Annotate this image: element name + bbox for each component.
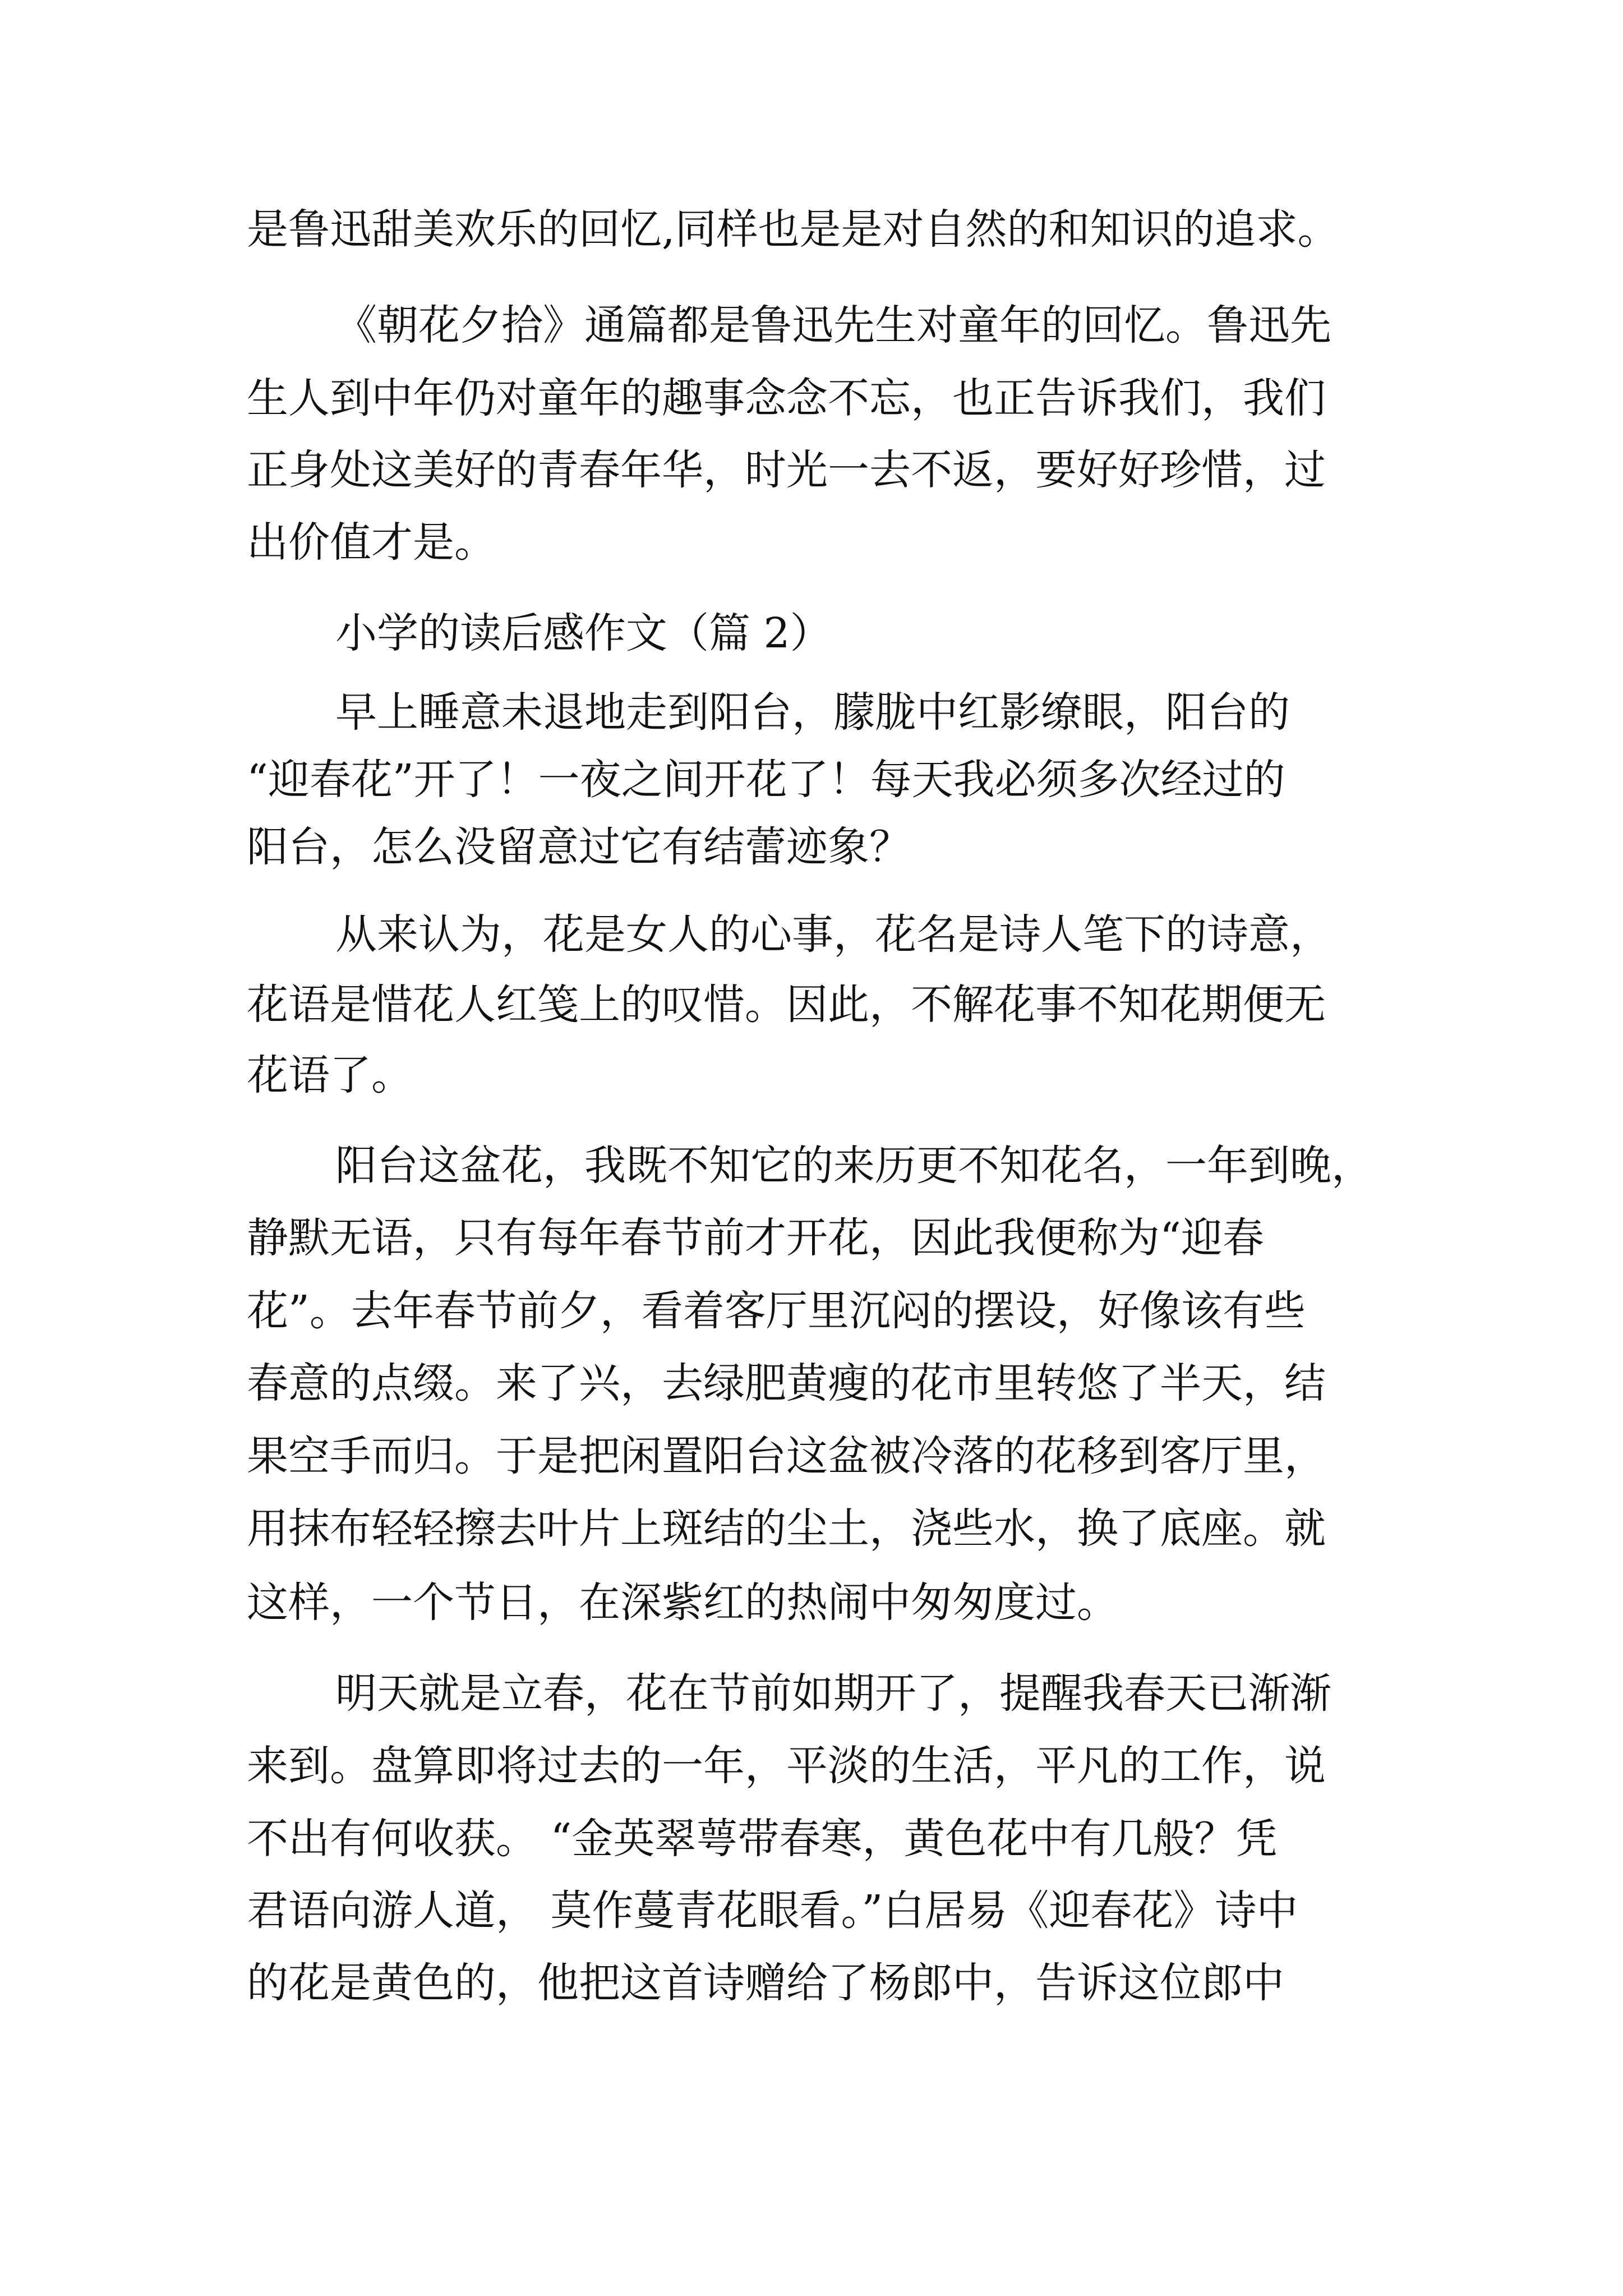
text-line: 来到。盘算即将过去的一年，平淡的生活，平凡的工作，说 <box>247 1742 1326 1790</box>
section-heading: 小学的读后感作文（篇 2） <box>335 609 832 657</box>
text-line: 花语了。 <box>247 1051 413 1099</box>
text-line: 是鲁迅甜美欢乐的回忆,同样也是是对自然的和知识的追求。 <box>247 205 1339 254</box>
text-line: 生人到中年仍对童年的趣事念念不忘，也正告诉我们，我们 <box>247 374 1326 422</box>
text-line: 静默无语，只有每年春节前才开花，因此我便称为“迎春 <box>247 1214 1264 1262</box>
text-line: 早上睡意未退地走到阳台，朦胧中红影缭眼，阳台的 <box>335 688 1290 737</box>
text-line: 《朝花夕拾》通篇都是鲁迅先生对童年的回忆。鲁迅先 <box>335 301 1331 349</box>
text-line: 阳台，怎么没留意过它有结蕾迹象？ <box>247 823 911 871</box>
text-line: 出价值才是。 <box>247 518 496 567</box>
text-line: 用抹布轻轻擦去叶片上斑结的尘土，浇些水，换了底座。就 <box>247 1504 1326 1553</box>
text-line: 花语是惜花人红笺上的叹惜。因此，不解花事不知花期便无 <box>247 981 1326 1029</box>
text-line: 这样，一个节日，在深紫红的热闹中匆匆度过。 <box>247 1579 1118 1627</box>
text-line: 不出有何收获。 “金英翠萼带春寒，黄色花中有几般？凭 <box>247 1815 1278 1863</box>
text-line: 正身处这美好的青春年华，时光一去不返，要好好珍惜，过 <box>247 446 1326 494</box>
text-line: “迎春花”开了！一夜之间开花了！每天我必须多次经过的 <box>247 756 1285 804</box>
text-line: 果空手而归。于是把闲置阳台这盆被冷落的花移到客厅里， <box>247 1432 1326 1480</box>
text-line: 君语向游人道， 莫作蔓青花眼看。”白居易《迎春花》诗中 <box>247 1887 1298 1935</box>
text-line: 春意的点缀。来了兴，去绿肥黄瘦的花市里转悠了半天，结 <box>247 1359 1326 1407</box>
text-line: 花”。去年春节前夕，看着客厅里沉闷的摆设，好像该有些 <box>247 1287 1306 1335</box>
text-line: 阳台这盆花，我既不知它的来历更不知花名，一年到晚， <box>335 1142 1373 1190</box>
text-line: 从来认为，花是女人的心事，花名是诗人笔下的诗意， <box>335 910 1331 959</box>
text-line: 明天就是立春，花在节前如期开了，提醒我春天已渐渐 <box>335 1669 1331 1718</box>
text-line: 的花是黄色的，他把这首诗赠给了杨郎中，告诉这位郎中 <box>247 1959 1284 2007</box>
